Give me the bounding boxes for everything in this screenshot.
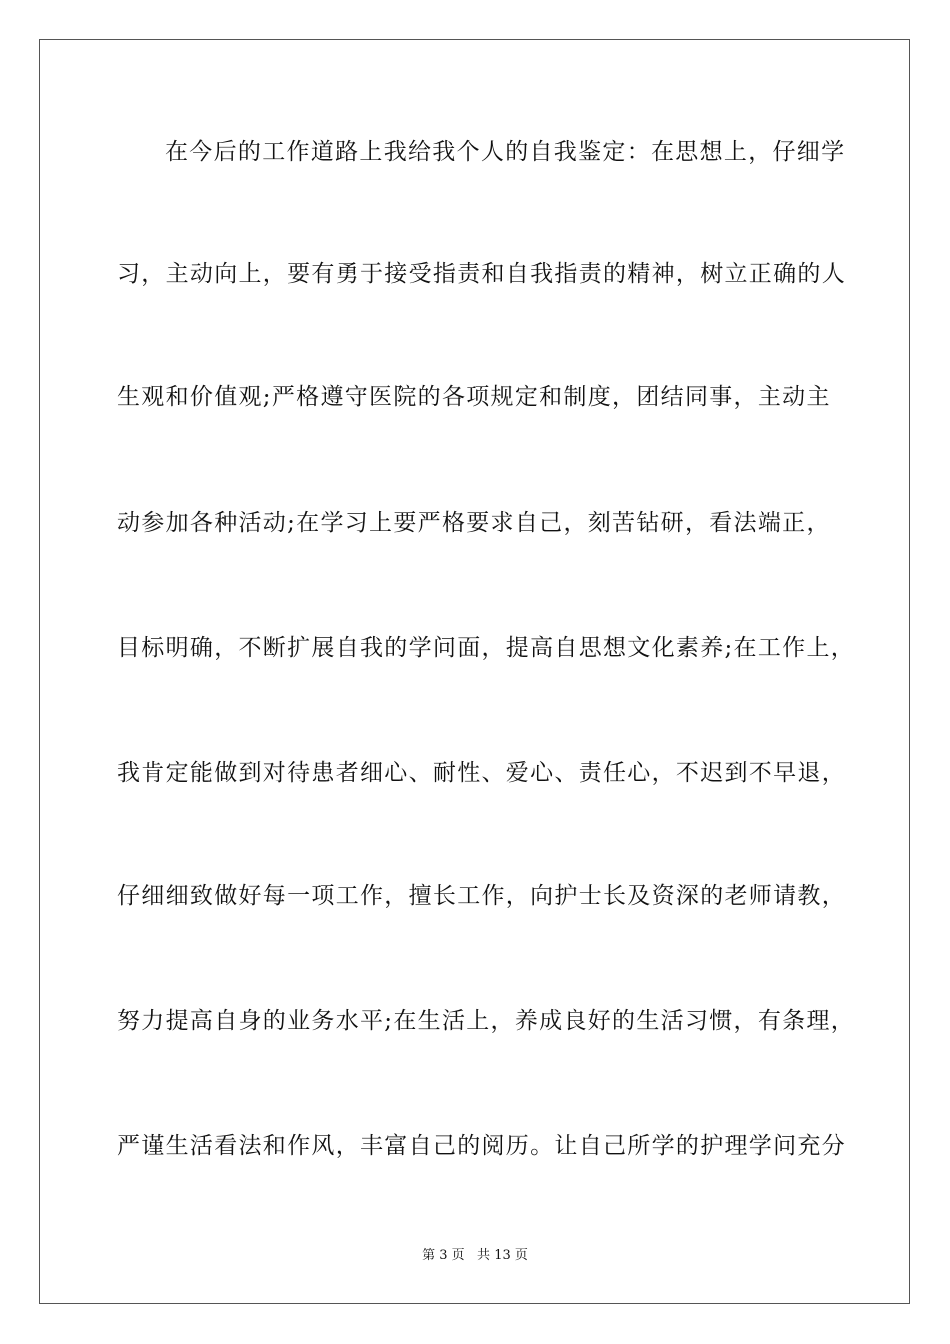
text-line: 动参加各种活动;在学习上要严格要求自己，刻苦钻研，看法端正， [117, 510, 831, 536]
text-line: 在今后的工作道路上我给我个人的自我鉴定：在思想上，仔细学 [165, 139, 846, 165]
text-line: 习，主动向上，要有勇于接受指责和自我指责的精神，树立正确的人 [117, 261, 846, 287]
page-border [39, 39, 910, 1304]
text-line: 生观和价值观;严格遵守医院的各项规定和制度，团结同事，主动主 [117, 384, 831, 410]
page-number-footer: 第 3 页 共 13 页 [422, 1248, 528, 1263]
text-line: 仔细细致做好每一项工作，擅长工作，向护士长及资深的老师请教， [117, 883, 846, 909]
text-line: 我肯定能做到对待患者细心、耐性、爱心、责任心，不迟到不早退， [117, 760, 846, 786]
text-line: 严谨生活看法和作风，丰富自己的阅历。让自己所学的护理学问充分 [117, 1133, 846, 1159]
text-line: 努力提高自身的业务水平;在生活上，养成良好的生活习惯，有条理， [117, 1008, 856, 1034]
text-line: 目标明确，不断扩展自我的学问面，提高自思想文化素养;在工作上， [117, 635, 856, 661]
